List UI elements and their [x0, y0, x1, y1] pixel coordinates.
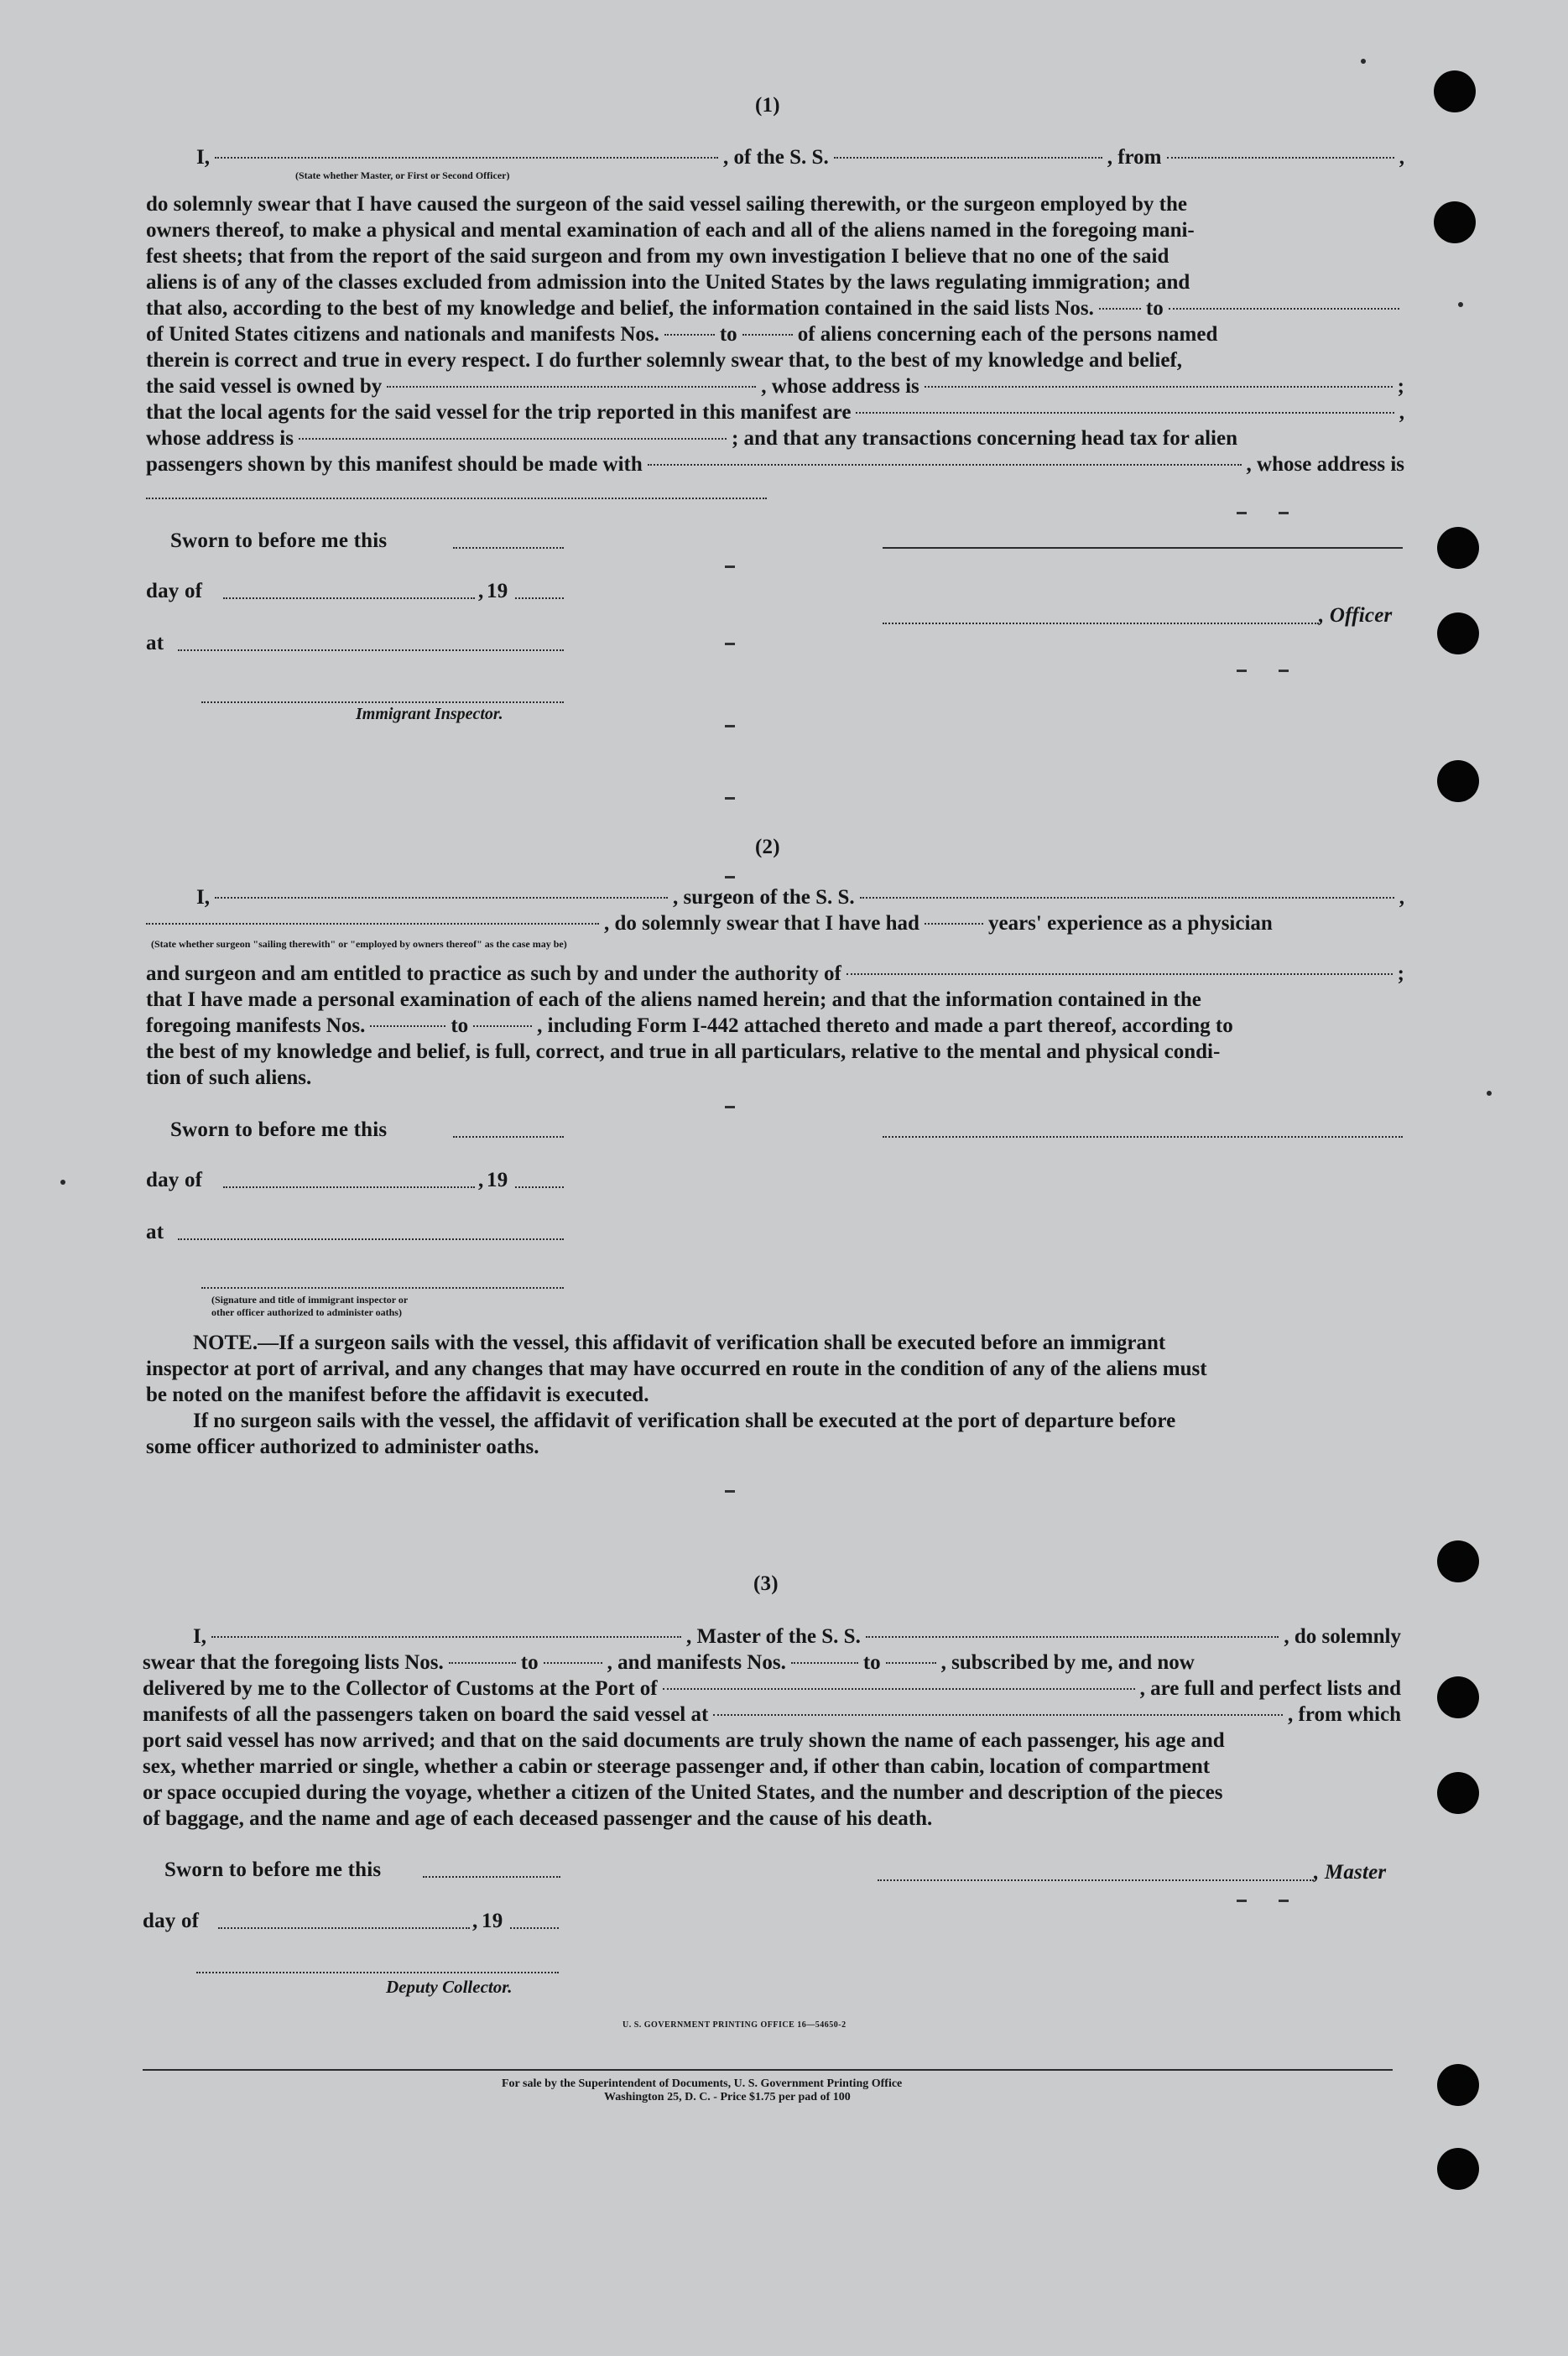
form-page: (1) I, , of the S. S. , from , (State whether Master, or First or Second Officer) do solemnly swear that I have caused the surgeon of the said vessel sailing therewith, or the surgeon employed by the owners thereof, to make a physical and mental examination of each and all of the aliens named in the foregoing mani- fest sheets; that from the report of the said surgeon and from my own investigation I believe that no one of the said aliens is of any of the classes excluded from admission into the United States by the laws regulating immigration; and that also, according to the best of my knowledge and belief, the information contained in the said lists Nos. to of United States citizens and nationals and manifests Nos. to of aliens concerning each of the persons named therein is correct and true in every respect. I do further solemnly swear that, to the best of my knowledge and belief, the said vessel is owned by , whose address is ; that the local agents for the said vessel for the trip reported in this manifest are , whose address is ; and that any transactions concerning head tax for alien passengers shown by this manifest should be made with , whose address is Sworn to before me this day of 19 , , Officer at Immigrant Inspector. (2) I, , surgeon of the S. S. , , do solemnly swear that I have had years' experience as a physician (State whether surgeon "sailing therewith" or "employed by owners thereof" as the case may be) and surgeon and am entitled to practice as such by and under the authority of ; that I have made a personal examination of each of the aliens named herein; and that the information contained in the foregoing manifests Nos. to , including Form I-442 attached thereto and made a part thereof, according to the best of my knowledge and belief, is full, correct, and true in all particulars, relative to the mental and physical condi- tion of such aliens. Sworn to before me this day of , 19 at (Signature and title of immigrant inspector or other officer authorized to administer oaths) NOTE.—If a surgeon sails with the vessel, this affidavit of verification shall be executed before an immigrant inspector at port of arrival, and any changes that may have occurred en route in the condition of any of the aliens must be noted on the manifest before the affidavit is executed. If no surgeon sails with the vessel, the affidavit of verification shall be executed at the port of departure before some officer authorized to administer oaths. (3) I, , Master of the S. S. , do solemnly swear that the foregoing lists Nos. to , and manifests Nos. to , subscribed by me, and now delivered by me to the Collector of Customs at the Port of , are full and perfect lists and manifests of all the passengers taken on board the said vessel at , from which port said vessel has now arrived; and that on the said documents are truly shown the name of each passenger, his age and sex, whether married or single, whether a cabin or steerage passenger and, if other than cabin, location of compartment or space occupied during the voyage, whether a citizen of the United States, and the number and description of the pieces of baggage, and the name and age of each deceased passenger and the cause of his death. Sworn to before me this , Master day of , 19 Deputy Collector. U. S. GOVERNMENT PRINTING OFFICE 16—54650-2 For sale by the Superintendent of Documents, U. S. Government Printing Office Washington 25, D. C. - Price $1.75 per pad of 100	[0, 0, 1568, 2356]
section-number-2: (2)	[755, 836, 780, 858]
body-line: tion of such aliens.	[146, 1066, 312, 1089]
swear-lists-label: swear that the foregoing lists Nos.	[143, 1651, 444, 1674]
body-line: and surgeon and am entitled to practice as such by and under the authority of	[146, 962, 841, 985]
mark	[1279, 1900, 1289, 1902]
affidavit3-fields	[143, 1624, 1401, 1832]
subscribed-label: , subscribed by me, and now	[940, 1651, 1195, 1674]
body-line: do solemnly swear that I have caused the surgeon of the said vessel sailing therewith, or the surgeon employed by the	[146, 193, 1187, 216]
surgeon-caption: (State whether surgeon "sailing therewith" or "employed by owners thereof" as the case may be)	[151, 938, 567, 950]
to-label: to	[862, 1651, 881, 1674]
body-line: sex, whether married or single, whether a cabin or steerage passenger and, if other than cabin, location of compartment	[143, 1755, 1211, 1778]
place-field[interactable]	[178, 649, 564, 651]
agents-address-field[interactable]	[299, 438, 727, 440]
local-agents-field[interactable]	[856, 412, 1393, 414]
lists-from-field[interactable]	[1099, 308, 1141, 310]
vessel-name-field-3[interactable]	[866, 1636, 1279, 1638]
lists-from-field-3[interactable]	[449, 1662, 516, 1664]
affidavit1-first-line: I, , of the S. S. , from ,	[196, 146, 1404, 169]
punch-hole	[1434, 70, 1476, 112]
authority-field[interactable]	[847, 973, 1393, 975]
to-label: to	[451, 1014, 469, 1037]
mark	[1237, 670, 1247, 672]
years-field[interactable]	[925, 923, 983, 925]
sworn-label: Sworn to before me this	[164, 1858, 382, 1881]
at-label: at	[146, 1221, 164, 1243]
vessel-name-field[interactable]	[834, 157, 1102, 159]
month-field[interactable]	[223, 597, 475, 599]
head-tax-text: ; and that any transactions concerning head tax for alien	[731, 427, 1237, 450]
full-perfect-label: , are full and perfect lists and	[1139, 1677, 1401, 1700]
section-number-3: (3)	[753, 1572, 779, 1595]
and-manifests-label: , and manifests Nos.	[607, 1651, 786, 1674]
signature-caption-2: other officer authorized to administer oaths)	[211, 1306, 402, 1318]
gpo-imprint: U. S. GOVERNMENT PRINTING OFFICE 16—54650-2	[623, 2020, 847, 2030]
officer-signature-field[interactable]	[883, 623, 1319, 624]
body-line: therein is correct and true in every respect. I do further solemnly swear that, to the best of my knowledge and belief,	[146, 349, 1183, 372]
do-solemnly-label: , do solemnly	[1284, 1625, 1401, 1648]
body-line: of baggage, and the name and age of each deceased passenger and the cause of his death.	[143, 1807, 933, 1830]
mark	[725, 1106, 735, 1108]
punch-hole	[1434, 201, 1476, 243]
delivered-label: delivered by me to the Collector of Customs at the Port of	[143, 1677, 658, 1700]
from-port-field[interactable]	[1167, 157, 1394, 159]
note-line: inspector at port of arrival, and any changes that may have occurred en route in the condition of any of the aliens must	[146, 1358, 1207, 1380]
body-line: fest sheets; that from the report of the said surgeon and from my own investigation I believe that no one of the said	[146, 245, 1169, 268]
master-name-field[interactable]	[211, 1636, 681, 1638]
deputy-signature-field[interactable]	[196, 1972, 559, 1973]
body-line: that I have made a personal examination of each of the aliens named herein; and that the information contained in the	[146, 988, 1201, 1011]
mark	[1237, 1900, 1247, 1902]
manifests-to-field-3[interactable]	[886, 1662, 936, 1664]
place-field-2[interactable]	[178, 1238, 564, 1240]
body-line: whose address is	[146, 427, 294, 450]
i-label: I,	[196, 146, 210, 169]
body-line: foregoing manifests Nos.	[146, 1014, 366, 1037]
note-line: NOTE.—If a surgeon sails with the vessel, this affidavit of verification shall be executed before an immigrant	[193, 1332, 1166, 1354]
body-line: the said vessel is owned by	[146, 375, 383, 398]
body-line: of United States citizens and nationals and manifests Nos.	[146, 323, 659, 346]
punch-hole	[1437, 527, 1479, 569]
signature-line[interactable]	[883, 547, 1403, 549]
lists-to-field-3[interactable]	[544, 1662, 602, 1664]
note-line: be noted on the manifest before the affidavit is executed.	[146, 1384, 649, 1406]
at-label: at	[146, 632, 164, 654]
master-of-label: , Master of the S. S.	[685, 1625, 861, 1648]
official-signature-field[interactable]	[201, 1287, 564, 1289]
to-label: to	[1145, 297, 1164, 320]
speck	[1487, 1091, 1492, 1096]
master-signature-field[interactable]	[878, 1879, 1314, 1881]
year-field-3[interactable]	[510, 1927, 559, 1929]
mark	[725, 725, 735, 727]
owner-address-field[interactable]	[925, 386, 1393, 388]
of-the-ss-label: , of the S. S.	[722, 146, 829, 169]
punch-hole	[1437, 2064, 1479, 2106]
manifests-to-field-2[interactable]	[473, 1025, 532, 1027]
speck	[1361, 59, 1366, 64]
mark	[725, 797, 735, 800]
year-field[interactable]	[515, 597, 564, 599]
sworn-day-field[interactable]	[453, 547, 564, 549]
note-line: some officer authorized to administer oaths.	[146, 1436, 539, 1458]
lists-to-field[interactable]	[1169, 308, 1399, 310]
surgeon-status-field[interactable]	[146, 923, 599, 925]
punch-hole	[1437, 1540, 1479, 1582]
sworn-day-field-3[interactable]	[423, 1876, 560, 1878]
year-field-2[interactable]	[515, 1186, 564, 1188]
vessel-name-field-2[interactable]	[860, 897, 1394, 899]
year-label: 19	[482, 1910, 503, 1932]
owner-field[interactable]	[387, 386, 756, 388]
mark	[725, 876, 735, 878]
section-number-1: (1)	[755, 94, 780, 117]
punch-hole	[1437, 1772, 1479, 1814]
speck	[60, 1180, 65, 1185]
to-label: to	[719, 323, 737, 346]
body-line: that the local agents for the said vessel for the trip reported in this manifest are	[146, 401, 852, 424]
affidavit2-first-lines: I, , surgeon of the S. S. , , do solemnly swear that I have had years' experience as a physician	[146, 884, 1404, 936]
to-label: to	[520, 1651, 539, 1674]
manifests-from-field[interactable]	[664, 334, 715, 336]
officer-label: , Officer	[1319, 604, 1393, 627]
manifests-from-field-3[interactable]	[791, 1662, 858, 1664]
do-swear-label: , do solemnly swear that I have had	[604, 912, 919, 935]
whose-address-label: , whose address is	[1246, 453, 1404, 476]
body-line: port said vessel has now arrived; and that on the said documents are truly shown the name of each passenger, his age and	[143, 1729, 1225, 1752]
note-block	[146, 1330, 1404, 1460]
sworn-label: Sworn to before me this	[170, 529, 388, 552]
embark-port-field[interactable]	[713, 1714, 1283, 1716]
note-line: If no surgeon sails with the vessel, the affidavit of verification shall be executed at the port of departure before	[193, 1410, 1176, 1432]
mark	[1279, 670, 1289, 672]
inspector-label: Immigrant Inspector.	[356, 705, 503, 723]
surgeon-signature-line[interactable]	[883, 1136, 1403, 1138]
body-line: aliens is of any of the classes excluded from admission into the United States by the laws regulating immigration; and	[146, 271, 1190, 294]
aliens-concerning-text: of aliens concerning each of the persons named	[797, 323, 1218, 346]
inspector-signature-field[interactable]	[201, 701, 564, 703]
year-label: 19	[487, 1169, 508, 1191]
speck	[1458, 302, 1463, 307]
mark	[725, 643, 735, 645]
month-field-2[interactable]	[223, 1186, 475, 1188]
master-label: , Master	[1314, 1861, 1387, 1884]
years-experience-label: years' experience as a physician	[987, 912, 1273, 935]
head-tax-contact-field[interactable]	[648, 464, 1242, 466]
body-line: passengers shown by this manifest should be made with	[146, 453, 643, 476]
i-label: I,	[196, 886, 210, 909]
punch-hole	[1437, 760, 1479, 802]
affidavit1-body: do solemnly swear that I have caused the surgeon of the said vessel sailing therewith, or the surgeon employed by the owners thereof, to make a physical and mental examination of each and all of the aliens named in the foregoing mani- fest sheets; that from the report of the said surgeon and from my own investigation I believe that no one of the said aliens is of any of the classes excluded from admission into the United States by the laws regulating immigration; and that also, according to the best of my knowledge and belief, the information contained in the said lists Nos. to of United States citizens and nationals and manifests Nos. to of aliens concerning each of the persons named therein is correct and true in every respect. I do further solemnly swear that, to the best of my knowledge and belief, the said vessel is owned by , whose address is ; that the local agents for the said vessel for the trip reported in this manifest are , whose address is ; and that any transactions concerning head tax for alien passengers shown by this manifest should be made with , whose address is	[146, 193, 1404, 476]
body-line: owners thereof, to make a physical and mental examination of each and all of the aliens named in the foregoing mani-	[146, 219, 1195, 242]
from-label: , from	[1107, 146, 1162, 169]
day-of-label: day of	[143, 1910, 200, 1932]
deputy-label: Deputy Collector.	[386, 1977, 513, 1997]
port-field[interactable]	[663, 1688, 1135, 1690]
surgeon-of-label: , surgeon of the S. S.	[672, 886, 855, 909]
punch-hole	[1437, 2148, 1479, 2190]
officer-caption: (State whether Master, or First or Second Officer)	[295, 169, 510, 181]
officer-rank-field[interactable]	[215, 157, 718, 159]
day-of-label: day of	[146, 1169, 203, 1191]
punch-hole	[1437, 612, 1479, 654]
whose-address-label: , whose address is	[761, 375, 919, 398]
mark	[1237, 512, 1247, 514]
month-field-3[interactable]	[218, 1927, 470, 1929]
footer-rule	[143, 2069, 1393, 2071]
surgeon-name-field[interactable]	[215, 897, 668, 899]
body-line: that also, according to the best of my knowledge and belief, the information contained in the said lists Nos.	[146, 297, 1094, 320]
mark	[1279, 512, 1289, 514]
punch-hole	[1437, 1676, 1479, 1718]
sworn-day-field-2[interactable]	[453, 1136, 564, 1138]
including-text: , including Form I-442 attached thereto and made a part thereof, according to	[537, 1014, 1233, 1037]
body-line: the best of my knowledge and belief, is full, correct, and true in all particulars, relative to the mental and physical condi-	[146, 1040, 1221, 1063]
manifests-from-field-2[interactable]	[370, 1025, 445, 1027]
sale-line-1: For sale by the Superintendent of Documents, U. S. Government Printing Office	[502, 2077, 903, 2090]
mark	[725, 1490, 735, 1493]
signature-caption-1: (Signature and title of immigrant inspector or	[211, 1294, 409, 1306]
day-of-label: day of	[146, 580, 203, 602]
from-which-label: , from which	[1288, 1703, 1401, 1726]
year-label: 19	[487, 580, 508, 602]
manifests-to-field[interactable]	[742, 334, 793, 336]
body-line: or space occupied during the voyage, whether a citizen of the United States, and the number and description of the pieces	[143, 1781, 1223, 1804]
manifests-all-label: manifests of all the passengers taken on board the said vessel at	[143, 1703, 709, 1726]
address-continuation-field[interactable]	[146, 498, 767, 499]
sworn-label: Sworn to before me this	[170, 1118, 388, 1141]
affidavit2-body: and surgeon and am entitled to practice as such by and under the authority of ; that I have made a personal examination of each of the aliens named herein; and that the information contained in the foregoing manifests Nos. to , including Form I-442 attached thereto and made a part thereof, according to the best of my knowledge and belief, is full, correct, and true in all particulars, relative to the mental and physical condi- tion of such aliens.	[146, 962, 1404, 1089]
i-label: I,	[193, 1625, 206, 1648]
mark	[725, 566, 735, 568]
sale-line-2: Washington 25, D. C. - Price $1.75 per pad of 100	[604, 2091, 851, 2103]
